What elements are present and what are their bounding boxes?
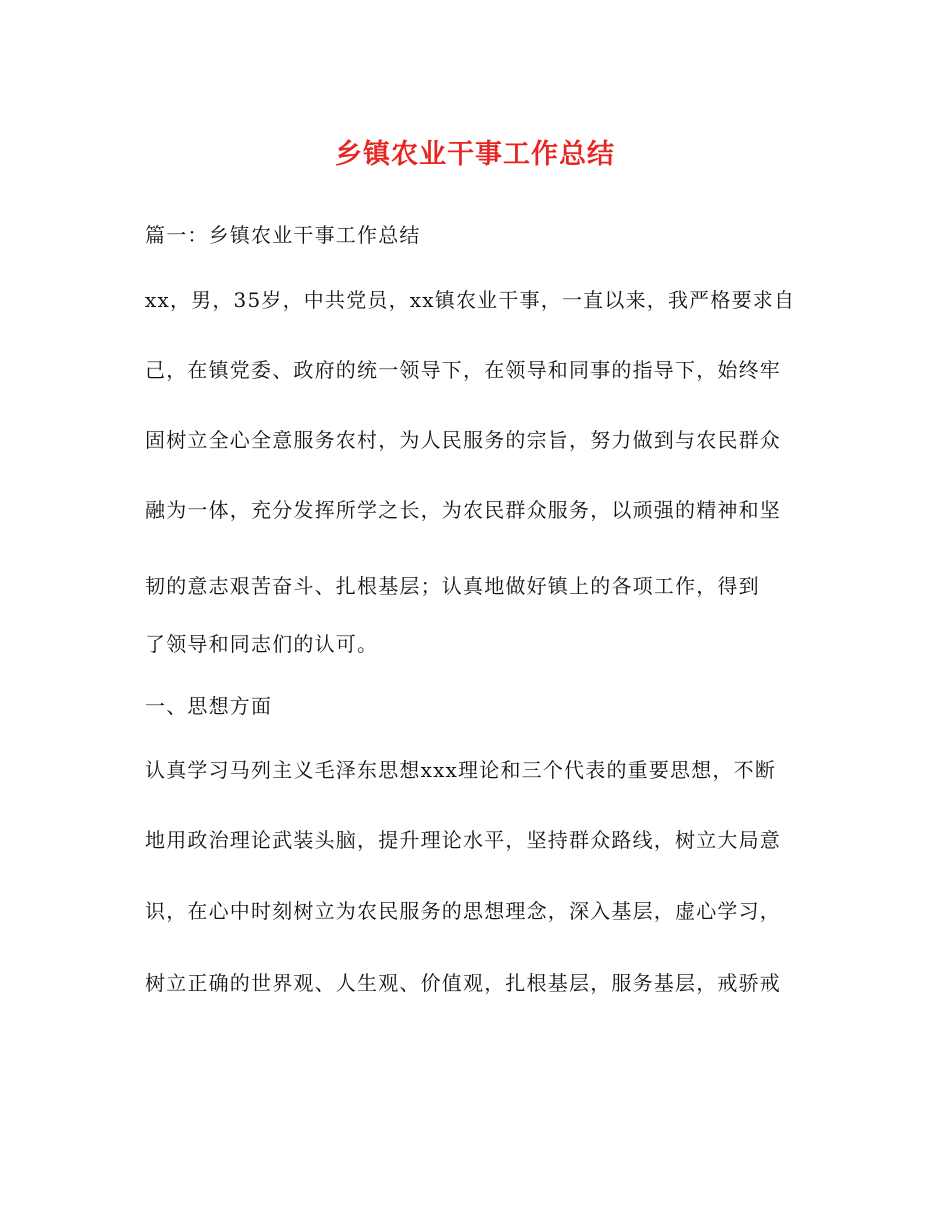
document-title: 乡镇农业干事工作总结 — [335, 139, 615, 170]
paragraph-line: 树立正确的世界观、人生观、价值观，扎根基层，服务基层，戒骄戒 — [145, 971, 781, 995]
paragraph-line: 识，在心中时刻树立为农民服务的思想理念，深入基层，虚心学习， — [145, 899, 781, 923]
paragraph-line: 固树立全心全意服务农村，为人民服务的宗旨，努力做到与农民群众 — [145, 428, 781, 452]
paragraph-line: 韧的意志艰苦奋斗、扎根基层；认真地做好镇上的各项工作，得到 — [145, 574, 760, 598]
paragraph-line: 融为一体，充分发挥所学之长，为农民群众服务，以顽强的精神和坚 — [145, 498, 781, 522]
paragraph-line: xx，男，35岁，中共党员，xx镇农业干事，一直以来，我严格要求自 — [145, 288, 796, 312]
paragraph-line: 己，在镇党委、政府的统一领导下，在领导和同事的指导下，始终牢 — [145, 358, 781, 382]
section-heading: 篇一：乡镇农业干事工作总结 — [145, 223, 421, 247]
paragraph-line: 地用政治理论武装头脑，提升理论水平，坚持群众路线，树立大局意 — [145, 828, 781, 852]
section-heading: 一、思想方面 — [145, 694, 273, 718]
paragraph-line: 认真学习马列主义毛泽东思想xxx理论和三个代表的重要思想，不断 — [145, 758, 777, 782]
paragraph-line: 了领导和同志们的认可。 — [145, 632, 379, 656]
